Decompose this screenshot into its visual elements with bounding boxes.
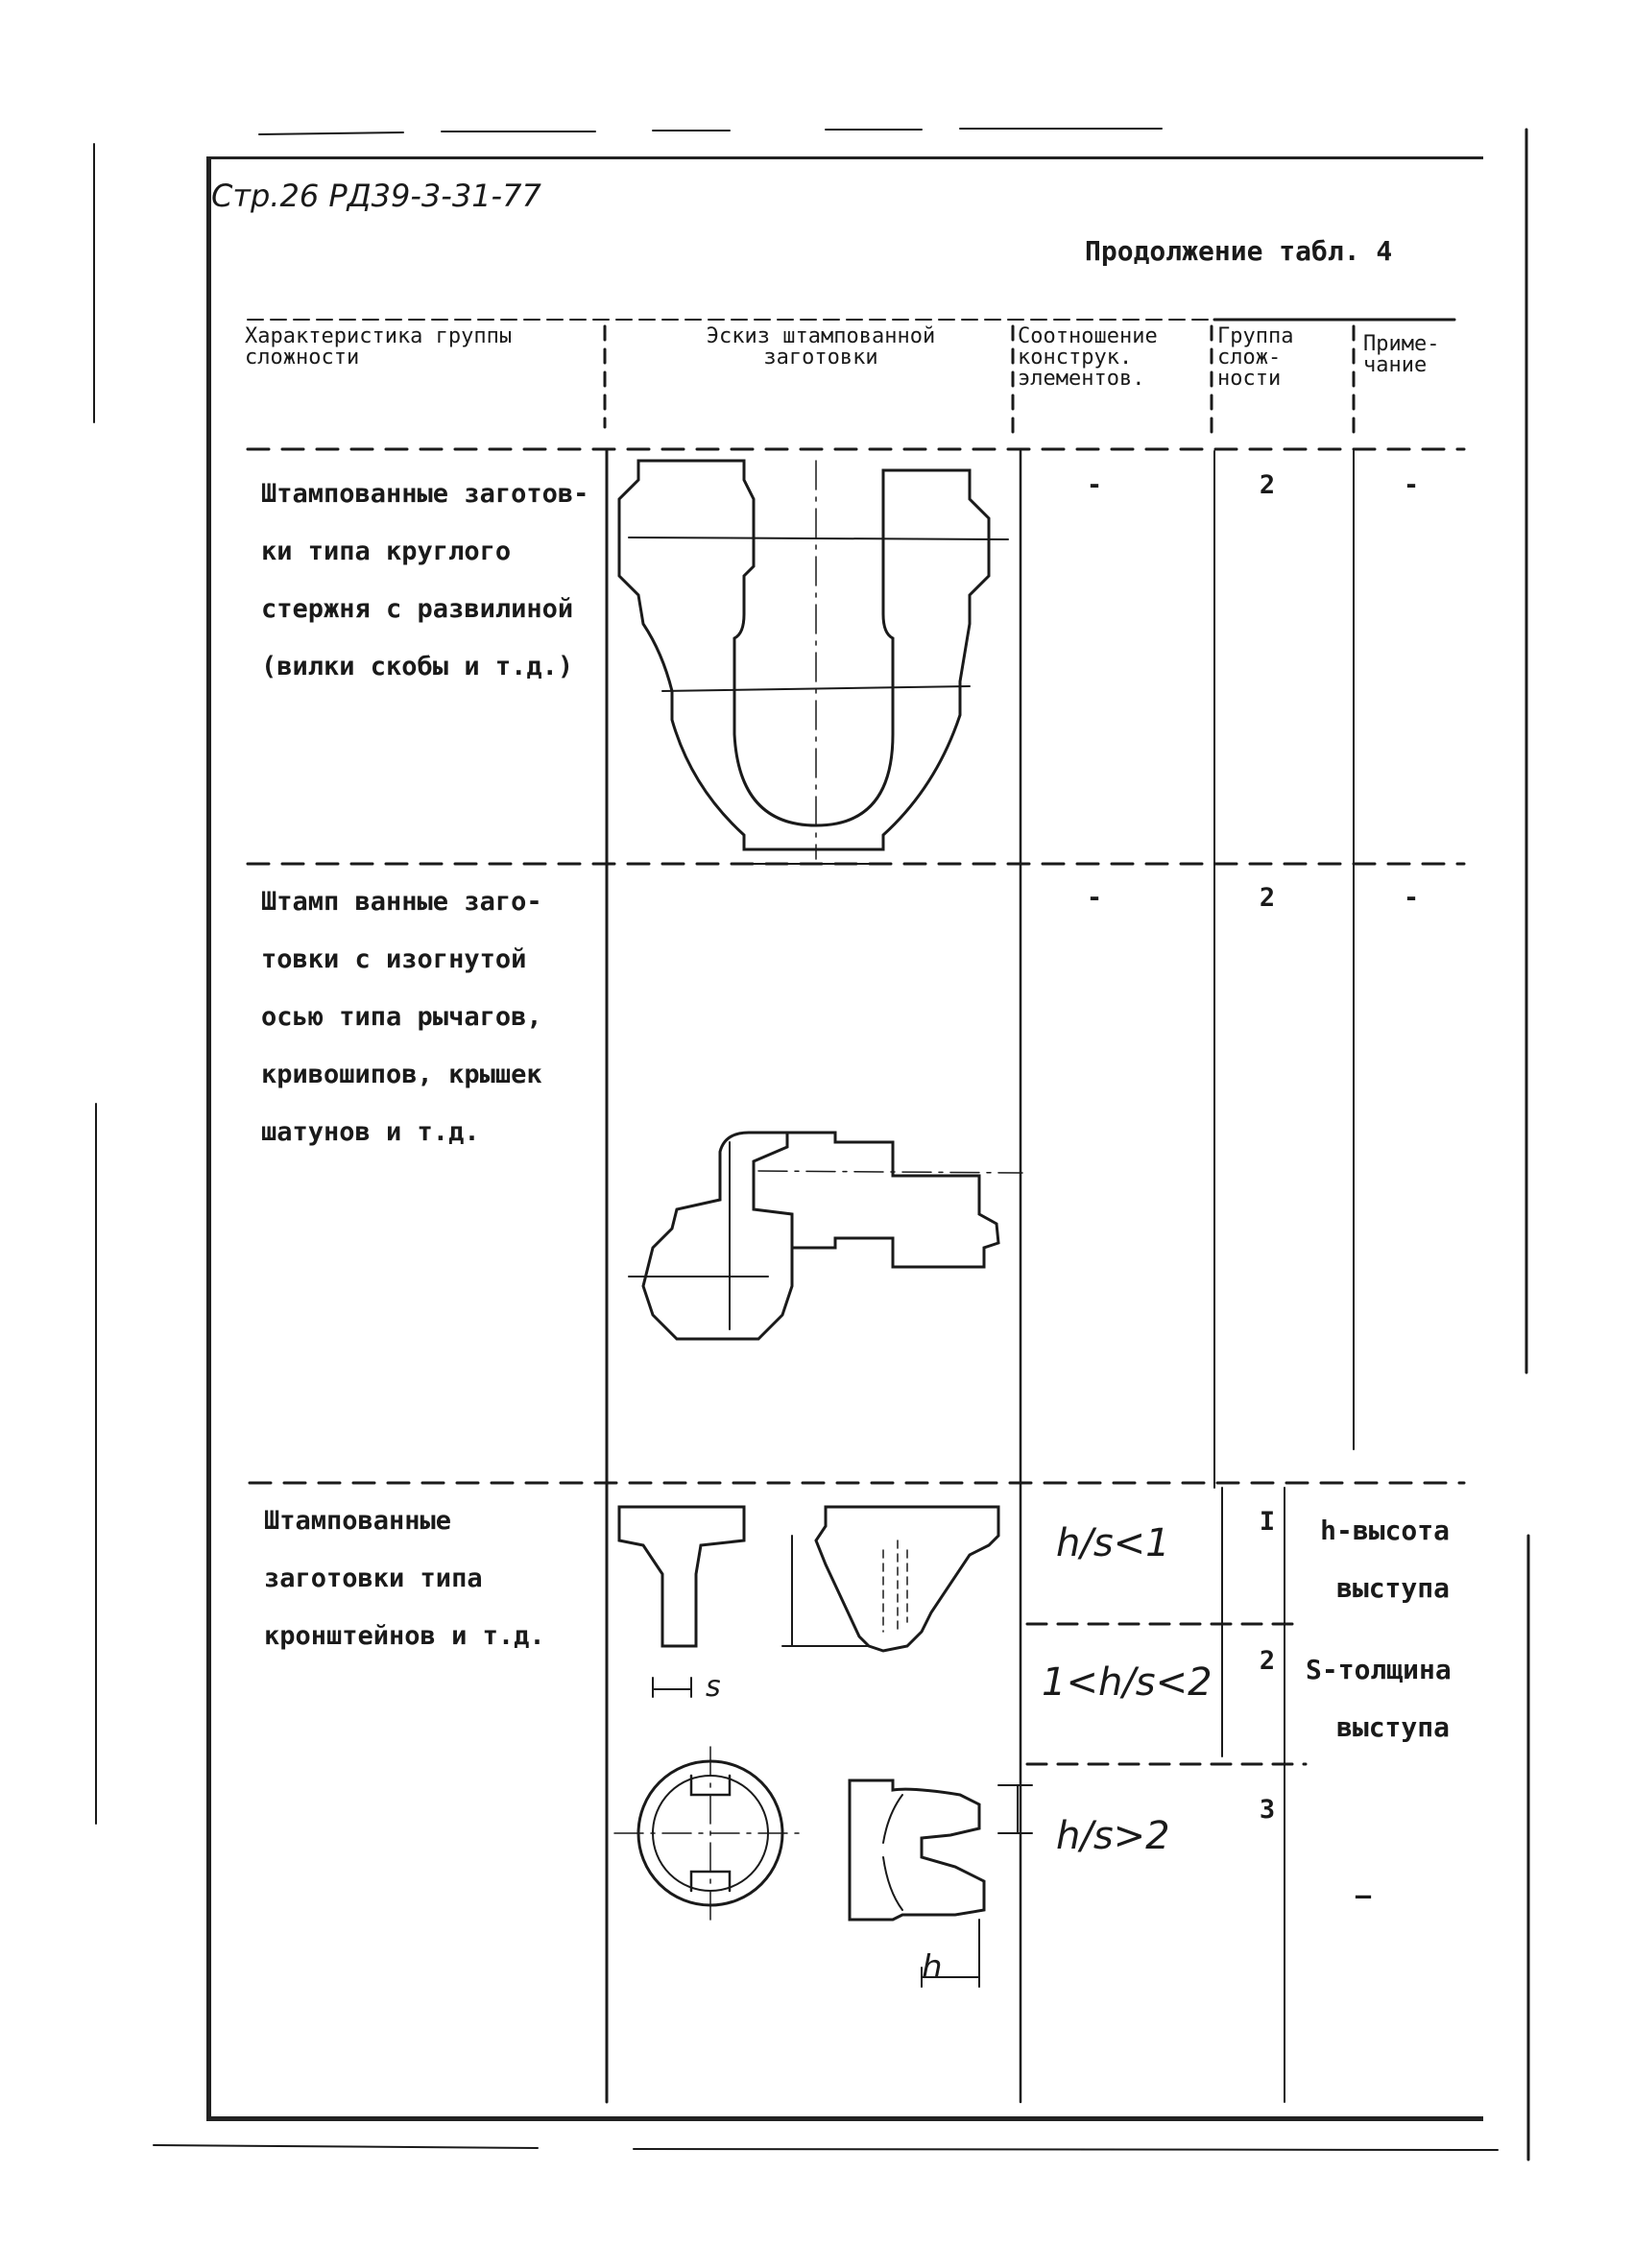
row1-note: - xyxy=(1403,470,1420,500)
row3-note-3: — xyxy=(1355,1881,1372,1911)
page-reference: Стр.26 РД39-3-31-77 xyxy=(211,178,541,214)
row3-group-1: I xyxy=(1259,1507,1276,1537)
header-note: Приме- чание xyxy=(1363,332,1440,377)
header-sketch: Эскиз штампованной заготовки xyxy=(706,324,936,370)
row2-characteristic: Штамп ванные заго- товки с изогнутой осью типа рычагов, кривошипов, крышек шатунов и т.д. xyxy=(261,887,542,1147)
row2-ratio: - xyxy=(1086,883,1103,913)
row2-group: 2 xyxy=(1259,883,1276,913)
header-ratio: Соотношение конструк. элементов. xyxy=(1018,324,1158,391)
row1-group: 2 xyxy=(1259,470,1276,500)
label-h: h xyxy=(922,1948,943,1987)
row3-note-1: h-высота выступа xyxy=(1320,1515,1450,1604)
row3-characteristic: Штампованные заготовки типа кронштейнов и т.д. xyxy=(264,1506,545,1651)
row3-ratio-3: h/s>2 xyxy=(1056,1814,1170,1858)
row2-note: - xyxy=(1403,883,1420,913)
row3-note-2: S-толщина выступа xyxy=(1306,1654,1452,1743)
header-group: Группа слож- ности xyxy=(1217,324,1294,391)
row1-characteristic: Штампованные заготов- ки типа круглого стержня с развилиной (вилки скобы и т.д.) xyxy=(261,479,589,681)
table-continuation-label: Продолжение табл. 4 xyxy=(1085,235,1393,267)
row3-group-2: 2 xyxy=(1259,1646,1276,1676)
row1-ratio: - xyxy=(1086,470,1103,500)
row3-group-3: 3 xyxy=(1259,1795,1276,1825)
row3-ratio-1: h/s<1 xyxy=(1056,1521,1170,1565)
header-characteristic: Характеристика группы сложности xyxy=(245,324,513,370)
row3-ratio-2: 1<h/s<2 xyxy=(1042,1660,1213,1705)
label-s: s xyxy=(706,1670,721,1704)
